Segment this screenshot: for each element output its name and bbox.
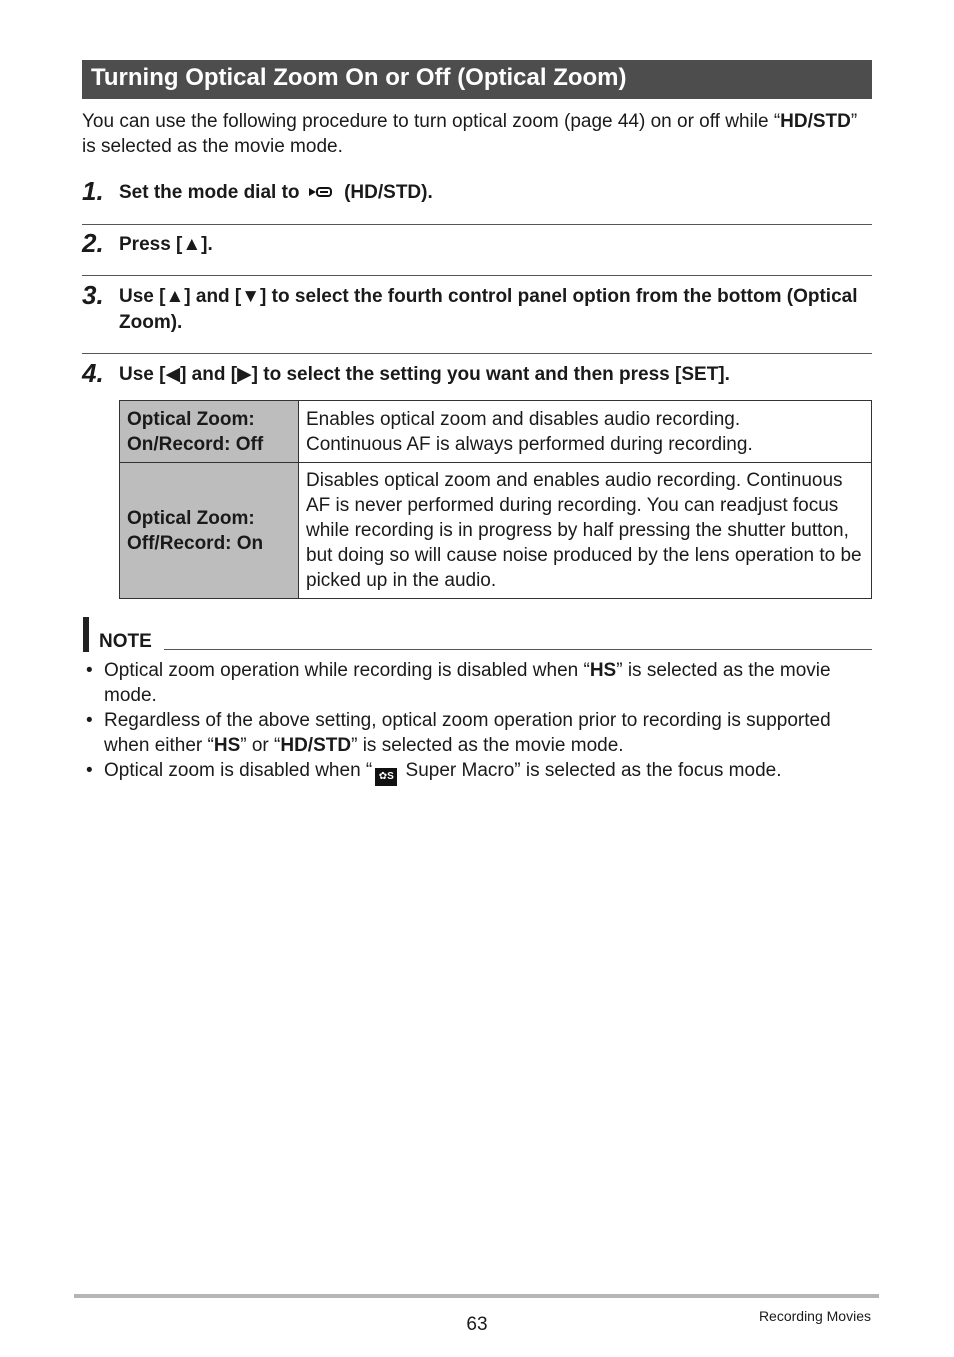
intro-text-1: You can use the following procedure to turn optical zoom (page 44) on or off while “ bbox=[82, 111, 781, 132]
footer-section-name: Recording Movies bbox=[758, 1308, 871, 1324]
step-3-text: Use [▲] and [▼] to select the fourth control panel option from the bottom (Optical Zoom). bbox=[119, 286, 858, 333]
note-text: Optical zoom is disabled when “ bbox=[104, 760, 373, 781]
note-mode-name: HD/STD bbox=[280, 735, 352, 756]
table-row bbox=[120, 401, 872, 463]
note-text: Super Macro” is selected as the focus mode. bbox=[400, 760, 782, 781]
note-mode-name: HS bbox=[213, 735, 241, 756]
table-row bbox=[120, 463, 872, 599]
page-number: 63 bbox=[466, 1314, 488, 1335]
step-4-text: Use [◀] and [▶] to select the setting you want and then press [SET]. bbox=[119, 364, 730, 385]
step-1-number: 1. bbox=[82, 176, 104, 206]
settings-table bbox=[119, 400, 872, 599]
note-mode-name: HS bbox=[589, 660, 617, 681]
note-text: Regardless of the above setting, optical zoom operation prior to recording is supported when either “ bbox=[104, 710, 831, 756]
note-marker bbox=[83, 617, 89, 652]
option-label-line: Optical Zoom: bbox=[127, 507, 255, 529]
option-label-line: Off/Record: On bbox=[127, 532, 264, 554]
note-list bbox=[82, 658, 872, 786]
movie-camera-icon bbox=[309, 184, 335, 200]
super-macro-icon: ✿S bbox=[375, 768, 397, 786]
option-label bbox=[120, 401, 299, 463]
step-1-post: (HD/STD). bbox=[344, 182, 433, 203]
step-4-number: 4. bbox=[82, 358, 104, 388]
list-item: • Optical zoom is disabled when “ ✿S Super Macro” is selected as the focus mode. bbox=[82, 758, 872, 786]
intro-mode-name: HD/STD bbox=[780, 111, 851, 132]
note-divider bbox=[164, 649, 872, 650]
option-label-line: Optical Zoom: bbox=[127, 408, 255, 430]
list-item: • Regardless of the above setting, optical zoom operation prior to recording is supported when either “HS” or “HD/STD” is selected as the movie mode. bbox=[86, 710, 831, 756]
option-label-line: On/Record: Off bbox=[127, 433, 264, 455]
step-1-text bbox=[119, 180, 869, 206]
note-text: ” is selected as the movie mode. bbox=[351, 735, 624, 756]
note-text: Optical zoom operation while recording is disabled when “ bbox=[104, 660, 590, 681]
list-item: • Optical zoom operation while recording is disabled when “HS” is selected as the movie mode. bbox=[86, 660, 831, 706]
option-label bbox=[120, 463, 299, 599]
intro-text-2: ” is selected as the movie mode. bbox=[82, 111, 858, 157]
section-heading-bar bbox=[82, 60, 872, 99]
step-divider bbox=[82, 275, 872, 276]
intro-paragraph bbox=[82, 109, 872, 159]
step-2-text: Press [▲]. bbox=[119, 234, 213, 255]
option-description: Disables optical zoom and enables audio recording. Continuous AF is never performed during recording. You can readjust focus while recording is in progress by half pressing the shutter button, but doing so will cause noise produced by the lens operation to be picked up in the audio. bbox=[299, 463, 872, 599]
step-divider bbox=[82, 353, 872, 354]
step-1-pre: Set the mode dial to bbox=[119, 182, 300, 203]
step-3-number: 3. bbox=[82, 280, 104, 310]
note-label: NOTE bbox=[99, 631, 152, 652]
option-description bbox=[299, 401, 872, 463]
option-desc-line: Enables optical zoom and disables audio recording. bbox=[306, 408, 741, 430]
note-text: ” or “ bbox=[240, 735, 281, 756]
footer-divider bbox=[74, 1294, 879, 1298]
option-desc-line: Continuous AF is always performed during recording. bbox=[306, 433, 753, 455]
step-2-number: 2. bbox=[82, 228, 104, 258]
step-divider bbox=[82, 224, 872, 225]
section-heading: Turning Optical Zoom On or Off (Optical Zoom) bbox=[91, 64, 627, 91]
note-text: ” is selected as the movie mode. bbox=[104, 660, 831, 706]
